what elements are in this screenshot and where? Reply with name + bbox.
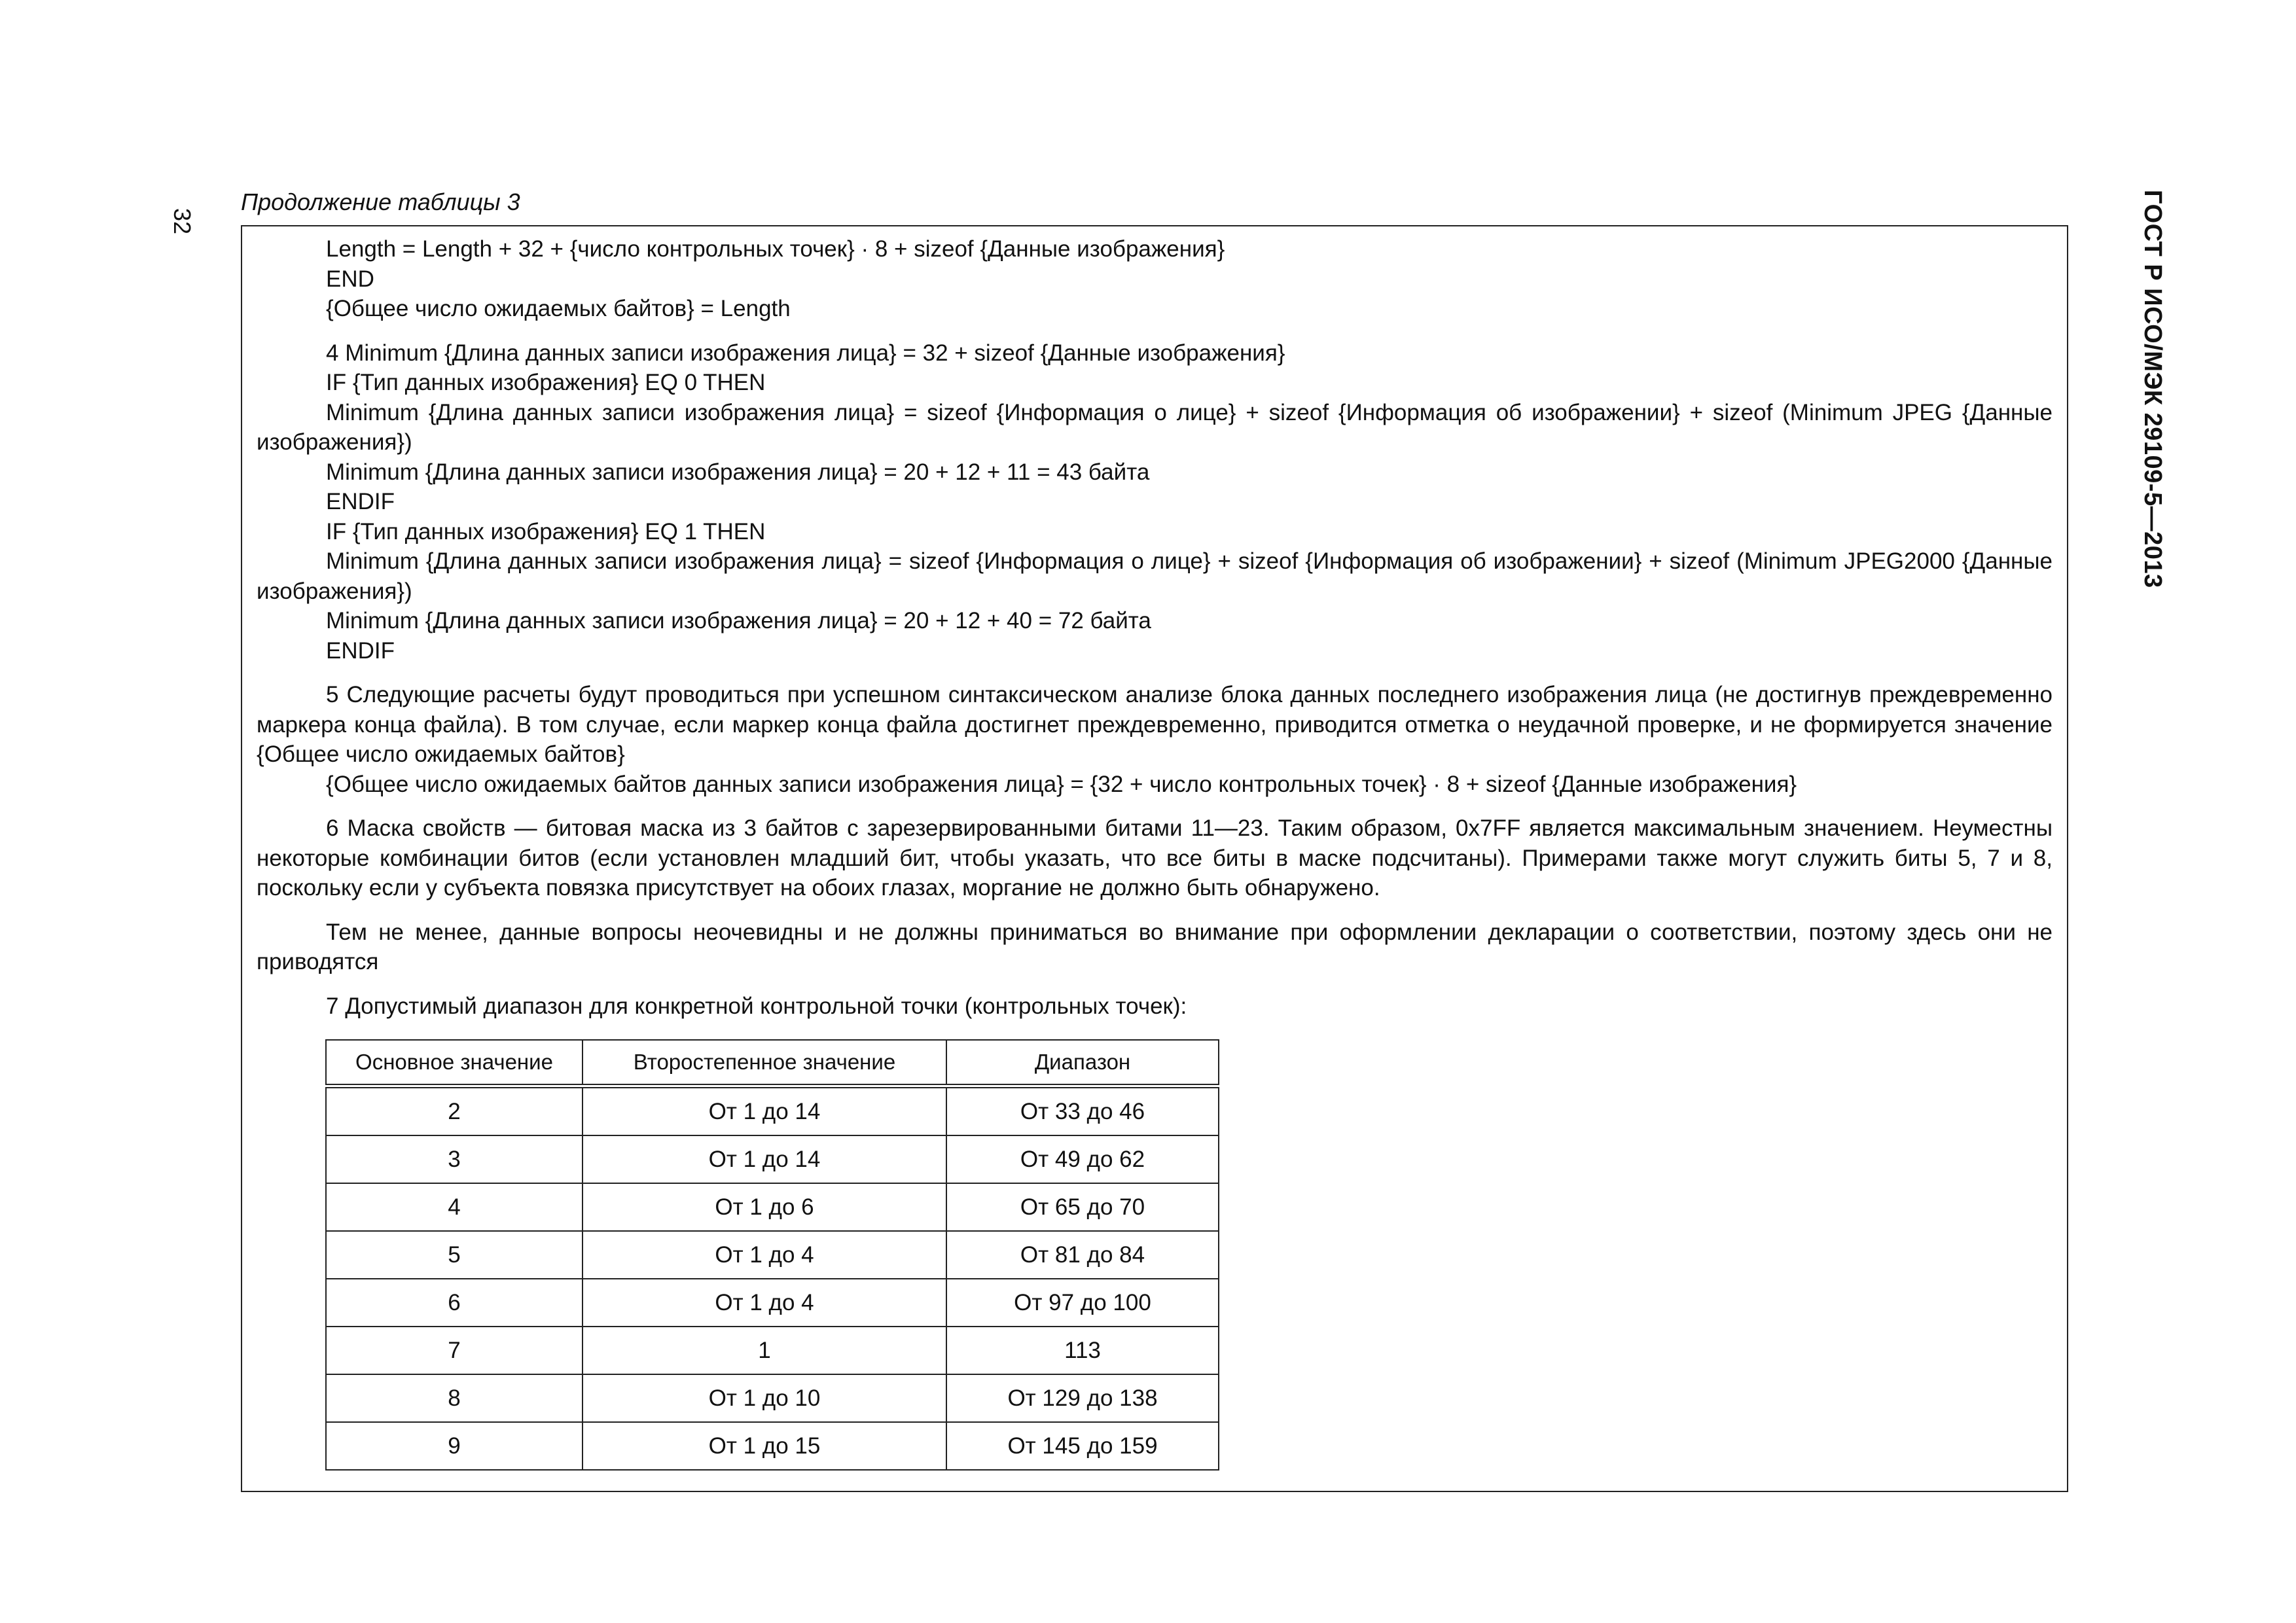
- table-cell: 5: [326, 1231, 583, 1279]
- table-row: [326, 1086, 1219, 1136]
- pseudocode-line: IF {Тип данных изображения} EQ 0 THEN: [326, 370, 766, 395]
- note-5: 5 Следующие расчеты будут проводиться при успешном синтаксическом анализе блока данных последнего изображения лица (не достигнув преждевременно маркера конца файла). В том случае, если маркер конца файла достигнет преждевременно, приводится отметка о неудачной проверке, и не формируется значение {Общее число ожидаемых байтов}: [257, 682, 2053, 767]
- table-cell: От 145 до 159: [946, 1422, 1219, 1470]
- pseudocode-line: Minimum {Длина данных записи изображения лица} = 20 + 12 + 40 = 72 байта: [326, 608, 1151, 633]
- table-cell: От 1 до 4: [583, 1231, 946, 1279]
- pseudocode-line: IF {Тип данных изображения} EQ 1 THEN: [326, 518, 766, 544]
- table-cell: 7: [326, 1327, 583, 1374]
- pseudocode-line: ENDIF: [326, 489, 395, 514]
- table-cell-content: [257, 234, 2053, 1021]
- table-cell: От 1 до 14: [583, 1086, 946, 1136]
- table-row: [326, 1327, 1219, 1374]
- pseudocode-line: ENDIF: [326, 637, 395, 664]
- pseudocode-line: Minimum {Длина данных записи изображения лица} = 20 + 12 + 11 = 43 байта: [326, 459, 1150, 485]
- note-6-continued: Тем не менее, данные вопросы неочевидны и не должны приниматься во внимание при оформлении декларации о соответствии, поэтому здесь они не приводятся: [257, 919, 2053, 974]
- column-header-main-value: Основное значение: [326, 1040, 583, 1086]
- pseudocode-line: END: [326, 266, 374, 292]
- formula-line: {Общее число ожидаемых байтов данных записи изображения лица} = {32 + число контрольных точек} · 8 + sizeof {Данные изображения}: [326, 771, 1797, 797]
- table-cell: 8: [326, 1374, 583, 1422]
- pseudocode-line: Minimum {Длина данных записи изображения лица} = sizeof {Информация о лице} + sizeof {Информация об изображении} + sizeof (Minimum JPEG {Данные изображения}): [257, 399, 2053, 455]
- table-cell: От 129 до 138: [946, 1374, 1219, 1422]
- page-number: 32: [169, 208, 196, 235]
- table-row: [326, 1279, 1219, 1327]
- table-continuation-caption: Продолжение таблицы 3: [241, 188, 520, 215]
- note-4: 4 Minimum {Длина данных записи изображения лица} = 32 + sizeof {Данные изображения}: [326, 340, 1285, 366]
- table-cell: 3: [326, 1135, 583, 1183]
- range-table: [325, 1039, 1219, 1471]
- table-cell: От 49 до 62: [946, 1135, 1219, 1183]
- table-row: [326, 1422, 1219, 1470]
- note-7: 7 Допустимый диапазон для конкретной контрольной точки (контрольных точек):: [326, 993, 1187, 1019]
- column-header-secondary-value: Второстепенное значение: [583, 1040, 946, 1086]
- table-cell: 4: [326, 1183, 583, 1231]
- document-code: ГОСТ Р ИСО/МЭК 29109-5—2013: [2139, 190, 2166, 588]
- table-row: [326, 1231, 1219, 1279]
- table-row: [326, 1374, 1219, 1422]
- table-cell: От 33 до 46: [946, 1086, 1219, 1136]
- column-header-range: Диапазон: [946, 1040, 1219, 1086]
- table-cell: 2: [326, 1086, 583, 1136]
- table-cell: От 1 до 10: [583, 1374, 946, 1422]
- table-cell: От 81 до 84: [946, 1231, 1219, 1279]
- table-cell: 113: [946, 1327, 1219, 1374]
- table-cell: От 1 до 4: [583, 1279, 946, 1327]
- table-cell: От 65 до 70: [946, 1183, 1219, 1231]
- table-header-row: [326, 1040, 1219, 1086]
- table-row: [326, 1135, 1219, 1183]
- table-cell: От 1 до 15: [583, 1422, 946, 1470]
- table-cell: От 1 до 14: [583, 1135, 946, 1183]
- pseudocode-line: {Общее число ожидаемых байтов} = Length: [326, 296, 791, 321]
- table-cell: От 97 до 100: [946, 1279, 1219, 1327]
- table-row: [326, 1183, 1219, 1231]
- pseudocode-line: Minimum {Длина данных записи изображения лица} = sizeof {Информация о лице} + sizeof {Информация об изображении} + sizeof (Minimum JPEG2000 {Данные изображения}): [257, 548, 2053, 604]
- table-cell: 6: [326, 1279, 583, 1327]
- table-cell: От 1 до 6: [583, 1183, 946, 1231]
- table-cell: 9: [326, 1422, 583, 1470]
- table-cell: 1: [583, 1327, 946, 1374]
- note-6: 6 Маска свойств — битовая маска из 3 байтов с зарезервированными битами 11—23. Таким образом, 0x7FF является максимальным значением. Неуместны некоторые комбинации битов (если установлен младший бит, чтобы указать, что все биты в маске подсчитаны). Примерами также могут служить биты 5, 7 и 8, поскольку если у субъекта повязка присутствует на обоих глазах, моргание не должно быть обнаружено.: [257, 815, 2053, 901]
- pseudocode-line: Length = Length + 32 + {число контрольных точек} · 8 + sizeof {Данные изображения}: [326, 236, 1225, 262]
